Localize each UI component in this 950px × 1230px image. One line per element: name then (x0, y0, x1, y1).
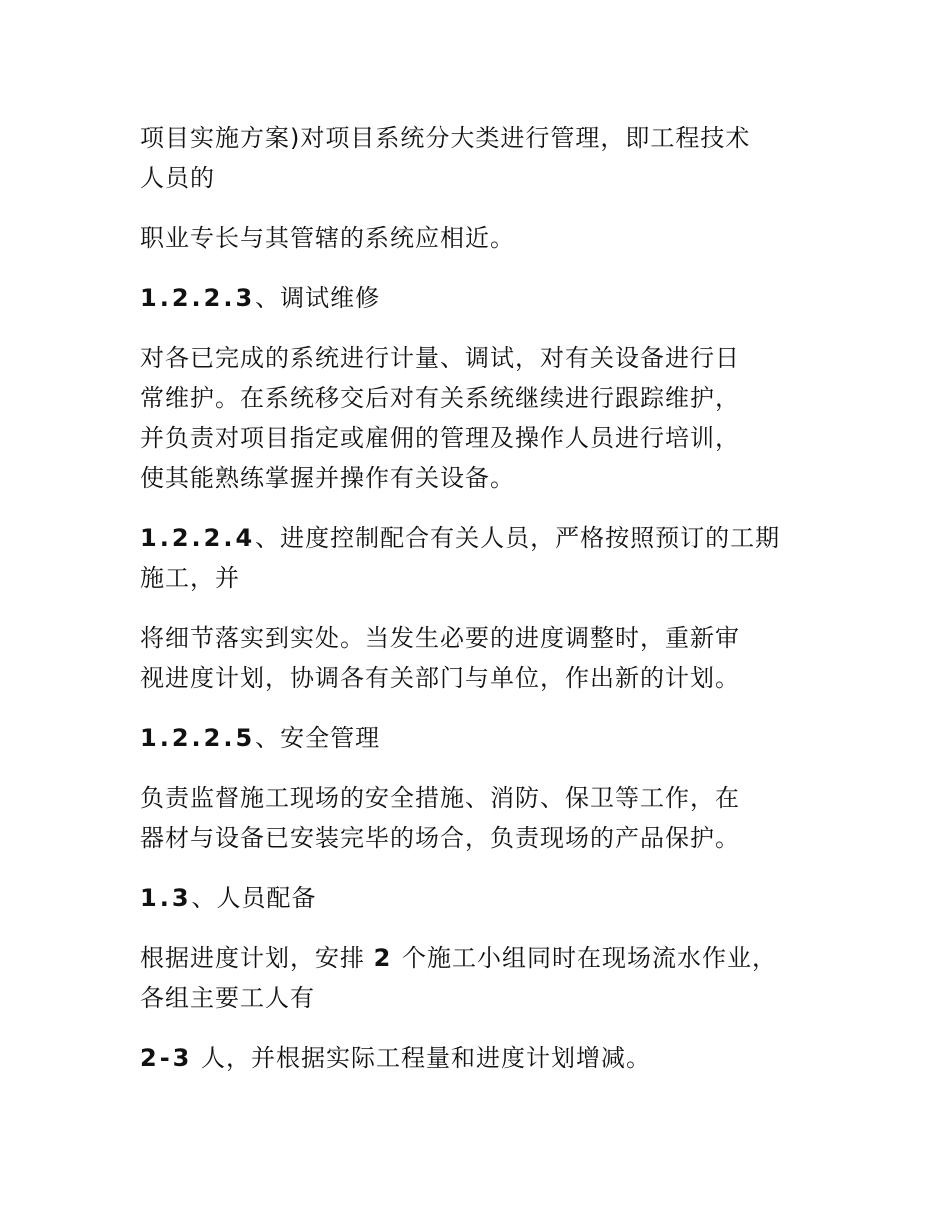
paragraph-project-management (140, 118, 820, 198)
worker-range: 2-3 (140, 1044, 193, 1072)
section-number: 1.2.2.4 (140, 524, 256, 552)
text-segment: 根据进度计划，安排 (140, 944, 374, 972)
section-number: 1.3 (140, 884, 192, 912)
section-title: 、进度控制配合有关人员，严格按照预订的工期 (255, 524, 781, 552)
heading-safety-management (140, 718, 820, 758)
heading-debugging-maintenance (140, 278, 820, 318)
text-line: 将细节落实到实处。当发生必要的进度调整时，重新审 (140, 624, 740, 652)
text-line: 视进度计划，协调各有关部门与单位，作出新的计划。 (140, 664, 740, 692)
text-line: 职业专长与其管辖的系统应相近。 (140, 224, 515, 252)
text-line: 负责监督施工现场的安全措施、消防、保卫等工作，在 (140, 784, 740, 812)
heading-staffing (140, 878, 820, 918)
paragraph-expertise (140, 218, 820, 258)
text-line: 并负责对项目指定或雇佣的管理及操作人员进行培训， (140, 424, 740, 452)
section-title: 、调试维修 (255, 284, 381, 312)
paragraph-progress-details (140, 618, 820, 698)
text-segment: 个施工小组同时在现场流水作业， (393, 944, 777, 972)
text-line: 项目实施方案)对项目系统分大类进行管理，即工程技术 (140, 124, 751, 152)
text-line: 常维护。在系统移交后对有关系统继续进行跟踪维护， (140, 384, 740, 412)
group-count: 2 (373, 944, 394, 972)
text-line: 对各已完成的系统进行计量、调试，对有关设备进行日 (140, 344, 740, 372)
paragraph-worker-count (140, 1038, 820, 1078)
text-line: 器材与设备已安装完毕的场合，负责现场的产品保护。 (140, 824, 740, 852)
section-number: 1.2.2.3 (140, 284, 256, 312)
text-line: 各组主要工人有 (140, 984, 315, 1012)
text-segment: 人，并根据实际工程量和进度计划增减。 (192, 1044, 651, 1072)
section-number: 1.2.2.5 (140, 724, 256, 752)
paragraph-debugging-details (140, 338, 820, 498)
text-line: 人员的 (140, 164, 215, 192)
heading-progress-control (140, 518, 820, 598)
text-line: 施工，并 (140, 564, 240, 592)
section-title: 、人员配备 (191, 884, 317, 912)
section-title: 、安全管理 (255, 724, 381, 752)
paragraph-safety-details (140, 778, 820, 858)
paragraph-staffing-details (140, 938, 820, 1018)
text-line: 使其能熟练掌握并操作有关设备。 (140, 464, 515, 492)
